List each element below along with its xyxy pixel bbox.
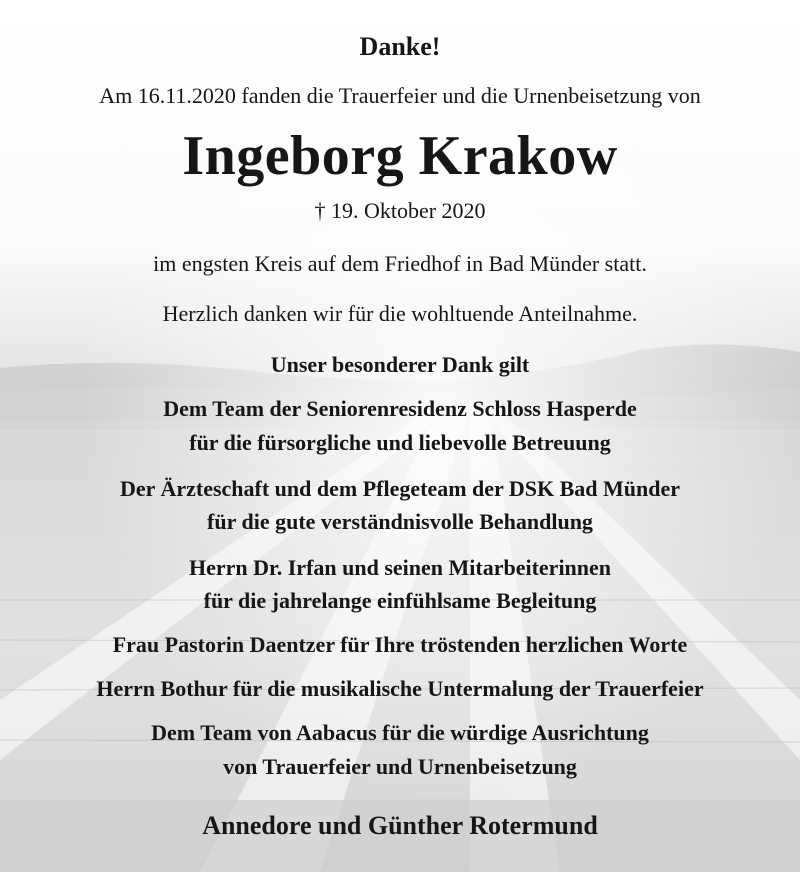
acknowledgement-line: Herrn Dr. Irfan und seinen Mitarbeiterinnen xyxy=(188,555,612,580)
thank-you-heading: Danke! xyxy=(359,32,441,61)
acknowledgement-line: Frau Pastorin Daentzer für Ihre tröstenden herzlichen Worte xyxy=(112,632,688,657)
deceased-name: Ingeborg Krakow xyxy=(182,125,618,187)
thanks-line: Herzlich danken wir für die wohltuende Anteilnahme. xyxy=(162,301,638,326)
acknowledgement-line: von Trauerfeier und Urnenbeisetzung xyxy=(223,754,577,779)
acknowledgement-line: Dem Team von Aabacus für die würdige Ausrichtung xyxy=(151,720,649,745)
signature: Annedore und Günther Rotermund xyxy=(202,811,598,840)
acknowledgement-line: Dem Team der Seniorenresidenz Schloss Hasperde xyxy=(163,396,637,421)
place-line: im engsten Kreis auf dem Friedhof in Bad Münder statt. xyxy=(153,251,647,276)
death-date: † 19. Oktober 2020 xyxy=(314,198,486,223)
acknowledgement-line: für die gute verständnisvolle Behandlung xyxy=(207,509,593,534)
acknowledgement-line: für die jahrelange einfühlsame Begleitung xyxy=(203,588,597,613)
acknowledgement-line: Herrn Bothur für die musikalische Untermalung der Trauerfeier xyxy=(96,676,704,701)
acknowledgement-line: Der Ärzteschaft und dem Pflegeteam der DSK Bad Münder xyxy=(119,476,681,501)
acknowledgement-line: für die fürsorgliche und liebevolle Betreuung xyxy=(189,430,611,455)
intro-line: Am 16.11.2020 fanden die Trauerfeier und die Urnenbeisetzung von xyxy=(99,83,701,108)
thanks-subheading: Unser besonderer Dank gilt xyxy=(270,352,530,377)
